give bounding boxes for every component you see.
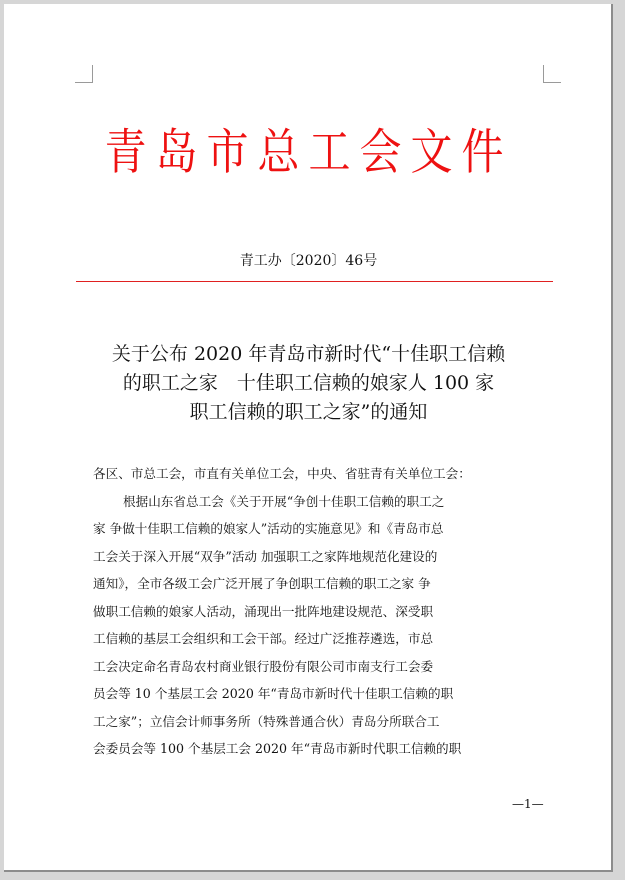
page-number: —1— — [512, 797, 544, 811]
body-line: 工会关于深入开展“双争”活动 加强职工之家阵地规范化建设的 — [93, 548, 438, 564]
body-line: 工会决定命名青岛农村商业银行股份有限公司市南支行工会委 — [93, 658, 434, 674]
crop-mark-top-left — [75, 65, 93, 83]
salutation-line: 各区、市总工会，市直有关单位工会，中央、省驻青有关单位工会： — [93, 466, 471, 481]
masthead-title: 青岛市总工会文件 — [104, 123, 513, 180]
title-line: 的职工之家 十佳职工信赖的娘家人 100 家 — [122, 372, 495, 394]
notice-title — [64, 340, 553, 427]
body-line: 做职工信赖的娘家人活动，涌现出一批阵地建设规范、深受职 — [93, 603, 434, 619]
crop-mark-top-right — [543, 65, 561, 83]
body-line: 工之家”；立信会计师事务所（特殊普通合伙）青岛分所联合工 — [93, 713, 440, 729]
body-line: 家 争做十佳职工信赖的娘家人”活动的实施意见》和《青岛市总 — [93, 521, 444, 536]
red-separator-line — [76, 281, 553, 282]
body-line: 通知》，全市各级工会广泛开展了争创职工信赖的职工之家 争 — [93, 576, 431, 591]
body-line: 会委员会等 100 个基层工会 2020 年“青岛市新时代职工信赖的职 — [93, 741, 462, 756]
body-line: 员会等 10 个基层工会 2020 年“青岛市新时代十佳职工信赖的职 — [93, 686, 454, 701]
title-line: 职工信赖的职工之家”的通知 — [189, 401, 428, 423]
body-line: 工信赖的基层工会组织和工会干部。经过广泛推荐遴选，市总 — [93, 631, 434, 646]
body-line: 根据山东省总工会《关于开展“争创十佳职工信赖的职工之 — [123, 493, 445, 509]
body-text — [93, 460, 549, 763]
title-line: 关于公布 2020 年青岛市新时代“十佳职工信赖 — [111, 343, 506, 365]
document-number: 青工办〔2020〕46号 — [239, 253, 378, 269]
document-page — [4, 4, 613, 872]
